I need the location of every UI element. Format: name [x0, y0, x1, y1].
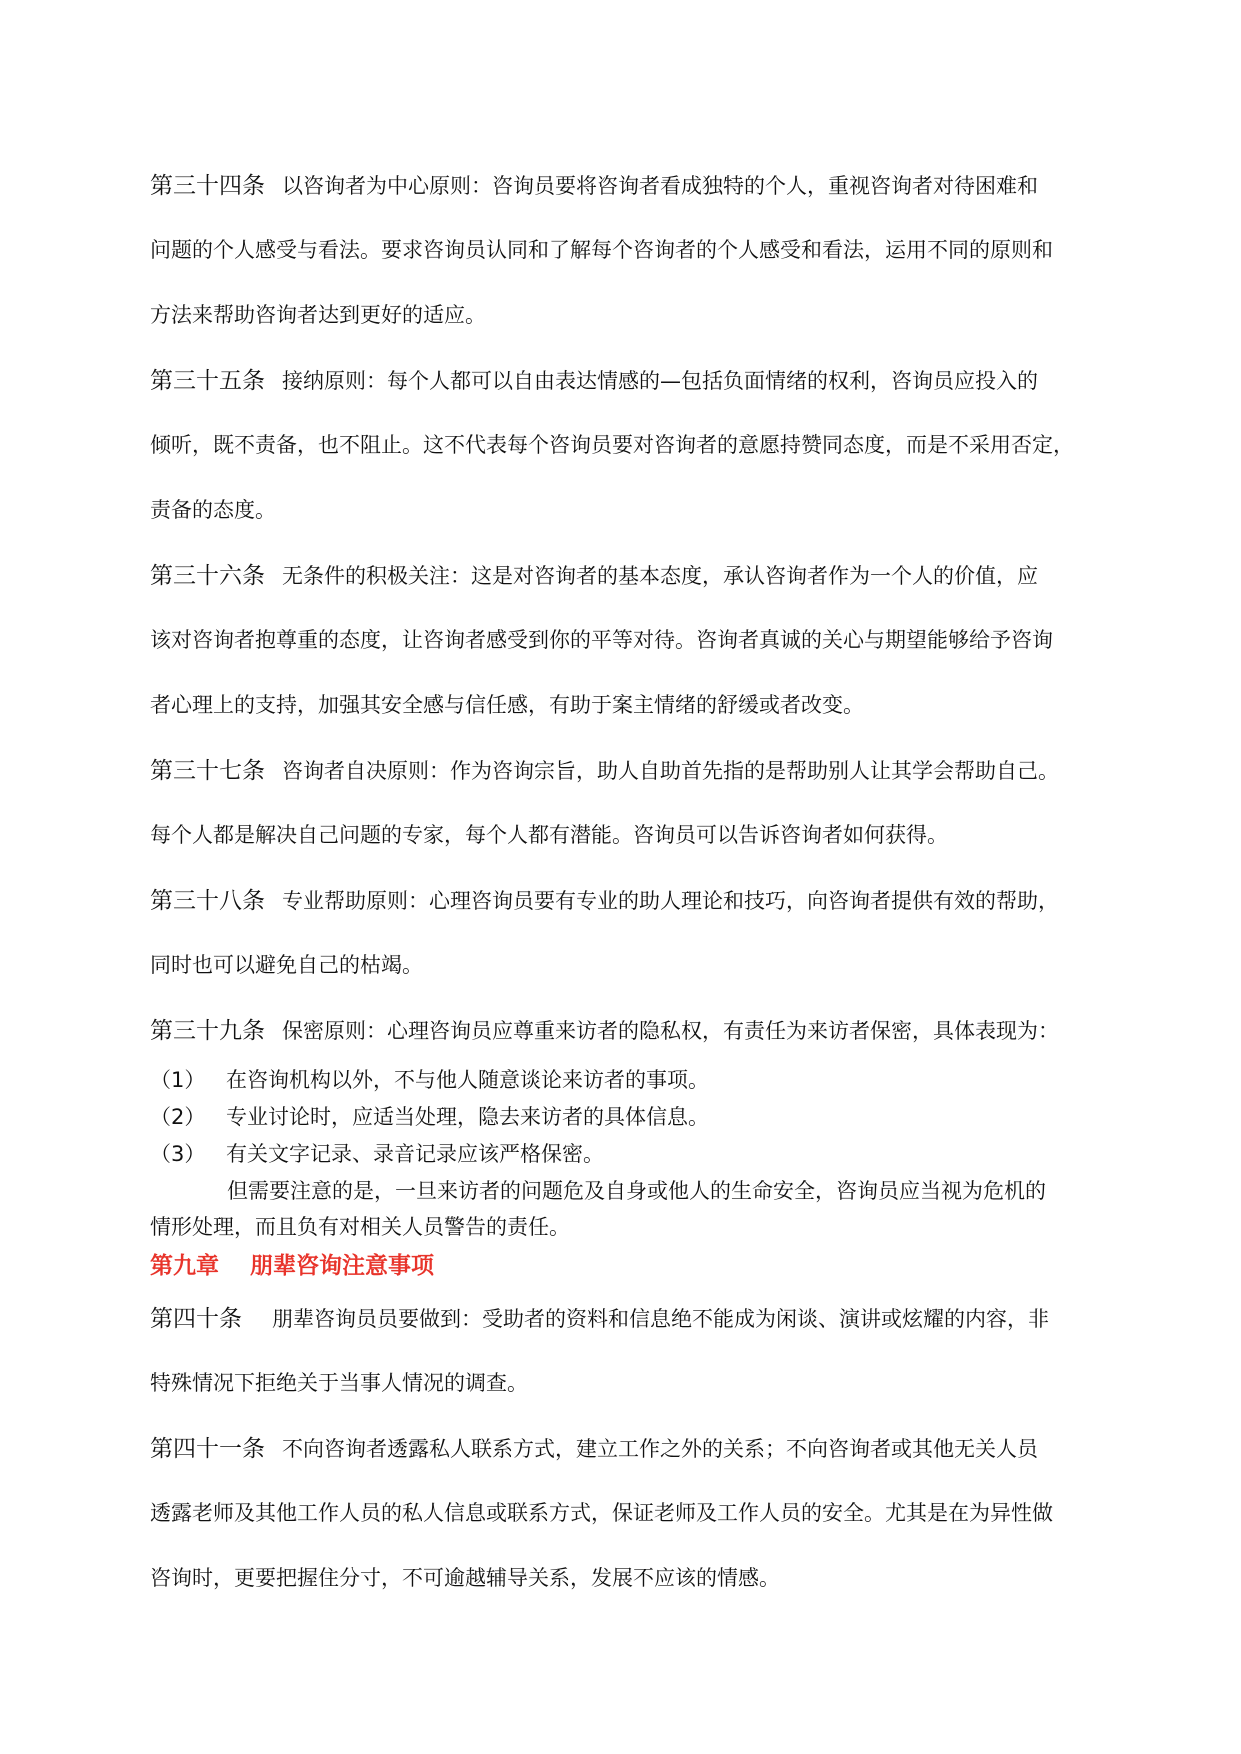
article-39-line-1: [150, 1020, 1059, 1043]
article-41-number: 第四十一条: [150, 1436, 265, 1462]
article-35-line-2: 倾听，既不责备，也不阻止。这不代表每个咨询员要对咨询者的意愿持赞同态度，而是不采用否定，: [150, 433, 1074, 457]
article-35-number: 第三十五条: [150, 368, 265, 394]
article-40-text: 朋辈咨询员员要做到：受助者的资料和信息绝不能成为闲谈、演讲或炫耀的内容，非: [272, 1307, 1049, 1331]
article-41-line-3: 咨询时，更要把握住分寸，不可逾越辅导关系，发展不应该的情感。: [150, 1566, 780, 1590]
article-34-line-3: 方法来帮助咨询者达到更好的适应。: [150, 303, 486, 327]
article-38-line-1: [150, 890, 1059, 913]
article-36-number: 第三十六条: [150, 563, 265, 589]
chapter-heading: [150, 1255, 434, 1278]
article-40-line-2: 特殊情况下拒绝关于当事人情况的调查。: [150, 1371, 528, 1395]
article-37-line-2: 每个人都是解决自己问题的专家，每个人都有潜能。咨询员可以告诉咨询者如何获得。: [150, 823, 948, 847]
article-34-line-1: [150, 175, 1038, 198]
article-39-item-1: [150, 1070, 709, 1091]
article-35-line-3: 责备的态度。: [150, 498, 276, 522]
article-36-line-3: 者心理上的支持，加强其安全感与信任感，有助于案主情绪的舒缓或者改变。: [150, 693, 864, 717]
article-38-line-2: 同时也可以避免自己的枯竭。: [150, 953, 423, 977]
article-35-line-1: [150, 370, 1038, 393]
article-38-number: 第三十八条: [150, 888, 265, 914]
article-34-text: 以咨询者为中心原则：咨询员要将咨询者看成独特的个人，重视咨询者对待困难和: [282, 174, 1038, 198]
article-41-line-1: [150, 1438, 1038, 1461]
chapter-number: 第九章: [150, 1253, 219, 1279]
article-39-text: 保密原则：心理咨询员应尊重来访者的隐私权，有责任为来访者保密，具体表现为：: [282, 1019, 1059, 1043]
article-39-number: 第三十九条: [150, 1018, 265, 1044]
item-number: （2）: [150, 1105, 206, 1129]
item-text: 有关文字记录、录音记录应该严格保密。: [226, 1142, 604, 1166]
article-39-note-line-2: 情形处理，而且负有对相关人员警告的责任。: [150, 1215, 570, 1239]
article-36-text: 无条件的积极关注：这是对咨询者的基本态度，承认咨询者作为一个人的价值，应: [282, 564, 1038, 588]
article-40-number: 第四十条: [150, 1306, 242, 1332]
article-39-item-2: [150, 1107, 709, 1128]
article-37-line-1: [150, 760, 1059, 783]
article-38-text: 专业帮助原则：心理咨询员要有专业的助人理论和技巧，向咨询者提供有效的帮助，: [282, 889, 1059, 913]
article-41-text: 不向咨询者透露私人联系方式，建立工作之外的关系；不向咨询者或其他无关人员: [282, 1437, 1038, 1461]
article-39-note-line-1: 但需要注意的是，一旦来访者的问题危及自身或他人的生命安全，咨询员应当视为危机的: [227, 1179, 1046, 1203]
item-text: 在咨询机构以外，不与他人随意谈论来访者的事项。: [226, 1068, 709, 1092]
article-37-number: 第三十七条: [150, 758, 265, 784]
chapter-title: 朋辈咨询注意事项: [250, 1253, 434, 1279]
item-text: 专业讨论时，应适当处理，隐去来访者的具体信息。: [226, 1105, 709, 1129]
article-40-line-1: [150, 1308, 1049, 1331]
article-37-text: 咨询者自决原则：作为咨询宗旨，助人自助首先指的是帮助别人让其学会帮助自己。: [282, 759, 1059, 783]
article-34-number: 第三十四条: [150, 173, 265, 199]
item-number: （1）: [150, 1068, 206, 1092]
article-36-line-1: [150, 565, 1038, 588]
item-number: （3）: [150, 1142, 206, 1166]
article-36-line-2: 该对咨询者抱尊重的态度，让咨询者感受到你的平等对待。咨询者真诚的关心与期望能够给予咨询: [150, 628, 1053, 652]
article-41-line-2: 透露老师及其他工作人员的私人信息或联系方式，保证老师及工作人员的安全。尤其是在为异性做: [150, 1501, 1053, 1525]
article-39-item-3: [150, 1144, 604, 1165]
article-35-text: 接纳原则：每个人都可以自由表达情感的—包括负面情绪的权利，咨询员应投入的: [282, 369, 1038, 393]
article-34-line-2: 问题的个人感受与看法。要求咨询员认同和了解每个咨询者的个人感受和看法，运用不同的原则和: [150, 238, 1053, 262]
